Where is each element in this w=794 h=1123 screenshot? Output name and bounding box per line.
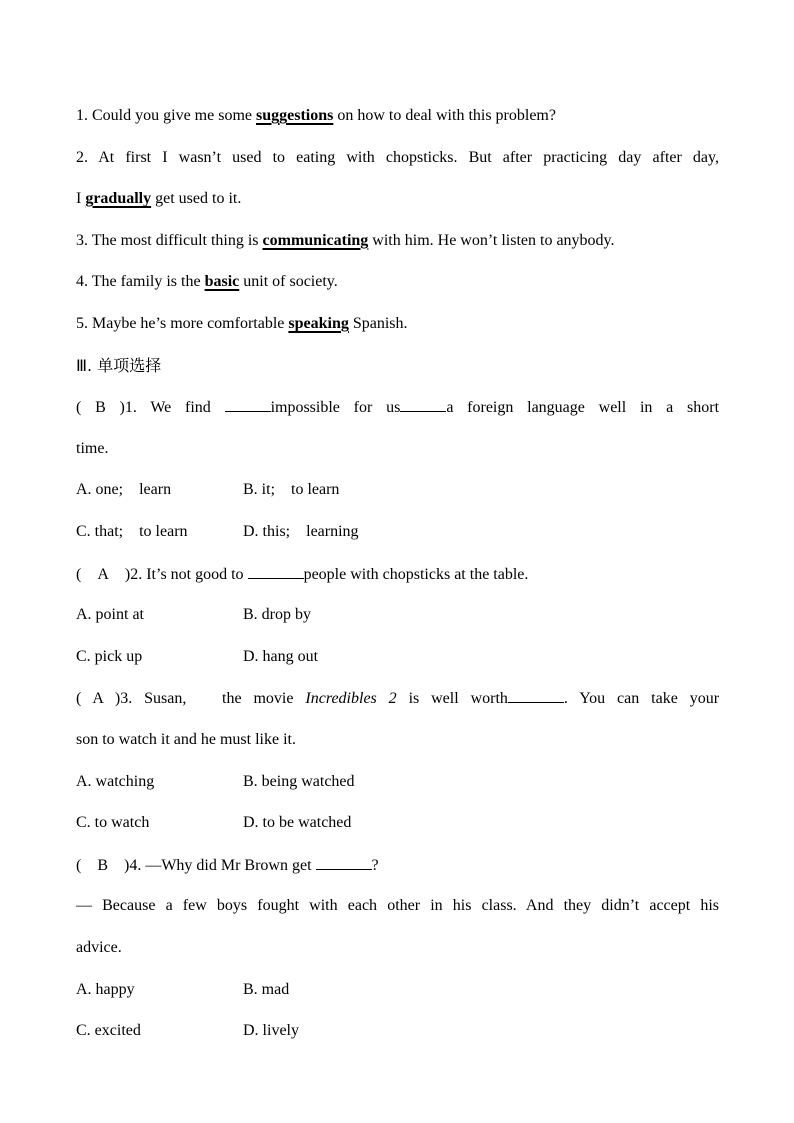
blank-line [248,564,304,579]
option-b: B. being watched [243,773,355,790]
answer-paren: ( [76,566,82,583]
option-c: C. to watch [76,814,150,831]
question-text: . You can take your [563,690,720,707]
answer-word: communicating [262,232,369,249]
question-1-cont: time. [76,440,109,457]
question-4-cont: advice. [76,939,122,956]
question-text: 3. Susan, the movie [120,690,306,707]
answer-paren: ( [76,690,82,707]
vocab-sentence-1 [76,106,556,126]
sentence-text: 2. At first I wasn’t used to eating with chopsticks. But after practicing day after day, [76,149,719,166]
option-d: D. this; learning [243,523,359,540]
question-text: — Because a few boys fought with each other in his class. And they didn’t accept his [76,897,719,914]
question-2-options-row1 [76,605,311,625]
blank-line [316,855,372,870]
section-heading: Ⅲ. 单项选择 [76,356,162,375]
question-1-options-row1 [76,480,340,500]
option-a: A. point at [76,606,144,623]
blank-line [400,397,446,412]
answer-word: speaking [288,315,349,332]
question-1-options-row2 [76,522,359,542]
sentence-text: 4. The family is the [76,273,205,290]
answer-paren: ( [76,399,82,416]
option-a: A. one; learn [76,481,172,498]
sentence-text: 5. Maybe he’s more comfortable [76,315,289,332]
sentence-text: with him. He won’t listen to anybody. [368,232,615,249]
question-3-cont: son to watch it and he must like it. [76,731,296,748]
option-d: D. hang out [243,648,319,665]
question-4-reply [76,896,719,916]
option-a: A. happy [76,981,135,998]
answer-paren: ) [119,399,125,416]
vocab-sentence-2 [76,148,719,168]
question-3-options-row1 [76,772,355,792]
question-text: 1. We find [124,399,211,416]
question-3-options-row2 [76,813,352,833]
option-b: B. drop by [243,606,311,623]
option-b: B. it; to learn [243,481,340,498]
option-d: D. to be watched [243,814,352,831]
vocab-sentence-4 [76,272,338,292]
answer-word: suggestions [255,107,334,124]
option-d: D. lively [243,1022,299,1039]
blank-line [508,688,564,703]
answer-letter: A [97,566,109,583]
sentence-text: unit of society. [239,273,338,290]
sentence-text: I [76,190,86,207]
question-text: 4. —Why did Mr Brown get [129,857,316,874]
question-4-options-row2 [76,1021,299,1041]
question-4-options-row1 [76,980,290,1000]
option-b: B. mad [243,981,290,998]
option-c: C. that; to learn [76,523,188,540]
answer-paren: ) [124,566,131,583]
answer-paren: ) [124,857,130,874]
answer-letter: A [92,690,104,707]
question-text: 2. It’s not good to [130,566,248,583]
sentence-text: get used to it. [151,190,242,207]
option-c: C. pick up [76,648,143,665]
question-1 [76,397,719,418]
blank-line [225,397,271,412]
question-text: is well worth [396,690,508,707]
question-2-options-row2 [76,647,319,667]
question-text: ? [371,857,379,874]
question-2 [76,564,528,585]
answer-word: gradually [85,190,152,207]
answer-letter: B [97,857,108,874]
option-a: A. watching [76,773,155,790]
answer-paren: ( [76,857,82,874]
sentence-text: on how to deal with this problem? [333,107,556,124]
answer-word: basic [204,273,240,290]
sentence-text: 1. Could you give me some [76,107,256,124]
question-3 [76,688,719,709]
answer-paren: ) [114,690,121,707]
question-text: people with chopsticks at the table. [303,566,529,583]
sentence-text: Spanish. [348,315,408,332]
movie-title: Incredibles 2 [305,690,397,707]
vocab-sentence-5 [76,314,408,334]
vocab-sentence-2-cont [76,189,241,209]
question-text: a foreign language well in a short [446,399,720,416]
answer-letter: B [95,399,106,416]
question-text: impossible for us [270,399,401,416]
option-c: C. excited [76,1022,141,1039]
question-4 [76,855,379,876]
vocab-sentence-3 [76,231,615,251]
sentence-text: 3. The most difficult thing is [76,232,263,249]
